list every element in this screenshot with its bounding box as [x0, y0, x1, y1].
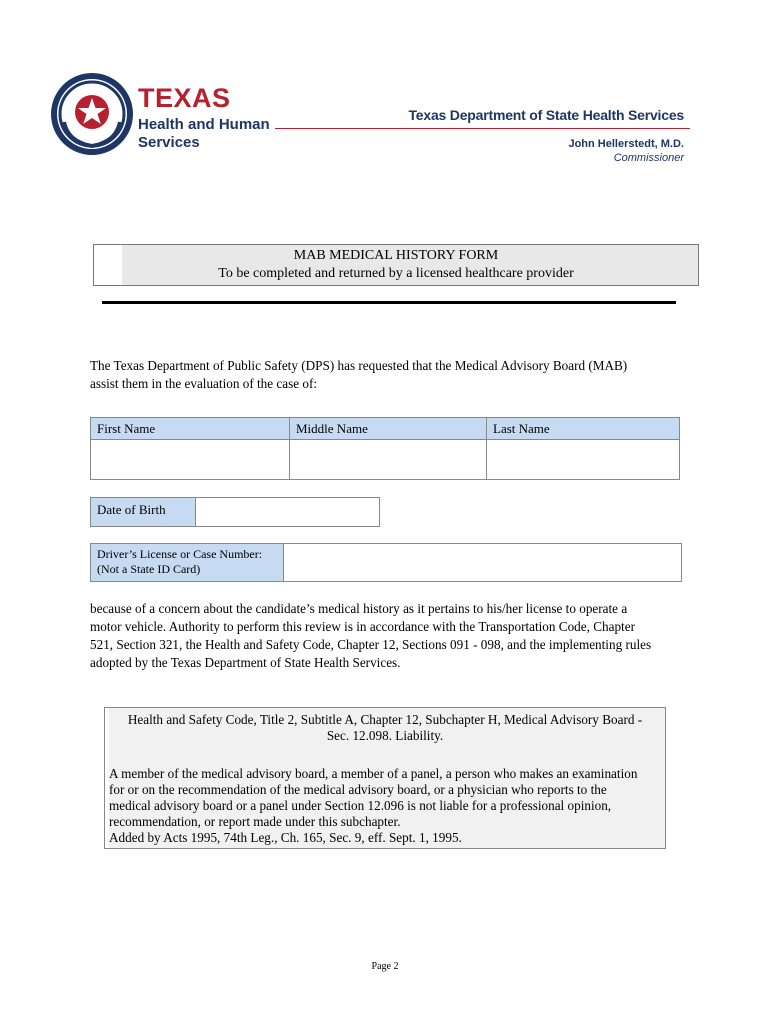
liability-heading-line: Health and Safety Code, Title 2, Subtitle A, Chapter 12, Subchapter H, Medical Advisory Board - [127, 712, 643, 727]
logo-line2: Services [138, 134, 200, 151]
name-table [90, 417, 680, 480]
authority-line: adopted by the Texas Department of State Health Services. [90, 655, 401, 670]
liability-box [104, 707, 666, 849]
first-name-label: First Name [91, 418, 290, 440]
logo-line1: Health and Human [138, 116, 270, 133]
first-name-field[interactable] [91, 440, 290, 480]
license-label-line1: Driver’s License or Case Number: [97, 547, 263, 561]
middle-name-label: Middle Name [290, 418, 487, 440]
liability-body [109, 766, 659, 846]
dob-row [90, 497, 380, 527]
authority-line: 521, Section 321, the Health and Safety Code, Chapter 12, Sections 091 - 098, and the implementing rules [90, 637, 652, 652]
middle-name-field[interactable] [290, 440, 487, 480]
commissioner-name: John Hellerstedt, M.D. [568, 138, 684, 150]
liability-line: for or on the recommendation of the medical advisory board, or a physician who reports to the [109, 782, 607, 797]
last-name-label: Last Name [487, 418, 680, 440]
dob-label: Date of Birth [91, 498, 196, 526]
license-row [90, 543, 682, 582]
liability-line: Added by Acts 1995, 74th Leg., Ch. 165, Sec. 9, eff. Sept. 1, 1995. [109, 830, 462, 845]
liability-line: recommendation, or report made under this subchapter. [109, 814, 401, 829]
liability-heading-line: Sec. 12.098. Liability. [326, 728, 444, 743]
form-subtitle: To be completed and returned by a licensed healthcare provider [218, 266, 574, 281]
intro-paragraph [90, 357, 690, 393]
commissioner-title: Commissioner [613, 152, 684, 164]
liability-line: medical advisory board or a panel under Section 12.096 is not liable for a professional opinion, [109, 798, 612, 813]
authority-line: because of a concern about the candidate’s medical history as it pertains to his/her license to operate a [90, 601, 628, 616]
liability-line: A member of the medical advisory board, a member of a panel, a person who makes an examination [109, 766, 638, 781]
license-label-line2: (Not a State ID Card) [97, 562, 201, 576]
dob-field[interactable] [197, 498, 379, 526]
authority-line: motor vehicle. Authority to perform this review is in accordance with the Transportation Code, Chapter [90, 619, 635, 634]
last-name-field[interactable] [487, 440, 680, 480]
logo-texas-text: TEXAS [138, 83, 231, 113]
page-number: Page 2 [371, 961, 399, 972]
logo-hhs-text [138, 116, 270, 152]
title-divider [102, 301, 676, 304]
header-divider [275, 128, 690, 129]
form-title: MAB MEDICAL HISTORY FORM [293, 248, 499, 263]
license-field[interactable] [285, 544, 681, 581]
authority-paragraph [90, 600, 690, 672]
texas-hhs-seal-icon [50, 72, 134, 156]
intro-line: The Texas Department of Public Safety (DPS) has requested that the Medical Advisory Board (MAB) [90, 358, 628, 373]
liability-heading [111, 712, 659, 744]
license-label [91, 544, 284, 581]
form-title-box [93, 244, 699, 286]
intro-line: assist them in the evaluation of the case of: [90, 376, 318, 391]
department-name: Texas Department of State Health Services [408, 107, 684, 123]
